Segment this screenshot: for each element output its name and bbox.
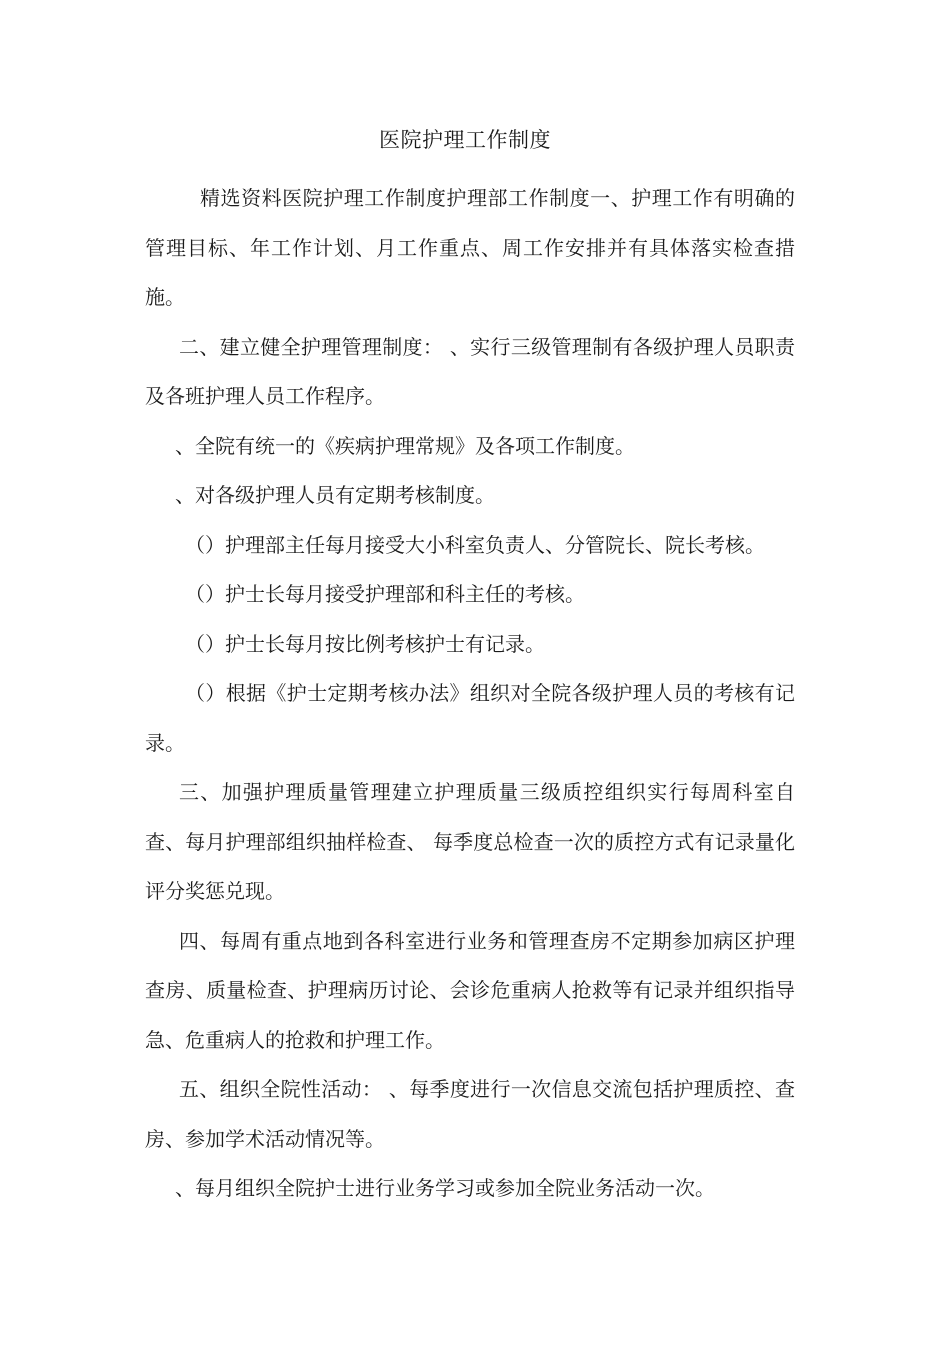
paragraph-section-3: 三、加强护理质量管理建立护理质量三级质控组织实行每周科室自查、每月护理部组织抽样检查、 每季度总检查一次的质控方式有记录量化评分奖惩兑现。: [145, 780, 795, 903]
paragraph-item-assessment: 、对各级护理人员有定期考核制度。: [175, 483, 495, 507]
paragraph-sub-regular-assessment: （）根据《护士定期考核办法》组织对全院各级护理人员的考核有记录。: [145, 681, 795, 755]
paragraph-sub-head-nurse: （）护士长每月接受护理部和科主任的考核。: [185, 582, 585, 606]
document-body: [145, 174, 795, 1214]
paragraph-sub-head-nurse-records: （）护士长每月按比例考核护士有记录。: [185, 631, 545, 656]
paragraph-item-monthly-study: 、每月组织全院护士进行业务学习或参加全院业务活动一次。: [175, 1176, 715, 1200]
paragraph-item-care-standards: 、全院有统一的《疾病护理常规》及各项工作制度。: [175, 433, 635, 458]
paragraph-sub-director: （）护理部主任每月接受大小科室负责人、分管院长、院长考核。: [185, 532, 765, 557]
paragraph-intro: 精选资料医院护理工作制度护理部工作制度一、护理工作有明确的管理目标、年工作计划、月工作重点、周工作安排并有具体落实检查措施。: [145, 186, 795, 309]
paragraph-section-4: 四、每周有重点地到各科室进行业务和管理查房不定期参加病区护理查房、质量检查、护理病历讨论、会诊危重病人抢救等有记录并组织指导急、危重病人的抢救和护理工作。: [145, 928, 795, 1052]
paragraph-section-2: 二、建立健全护理管理制度： 、实行三级管理制有各级护理人员职责及各班护理人员工作程序。: [145, 334, 795, 408]
document-title: 医院护理工作制度: [379, 128, 551, 152]
paragraph-section-5: 五、组织全院性活动： 、每季度进行一次信息交流包括护理质控、查房、参加学术活动情况等。: [145, 1077, 795, 1151]
